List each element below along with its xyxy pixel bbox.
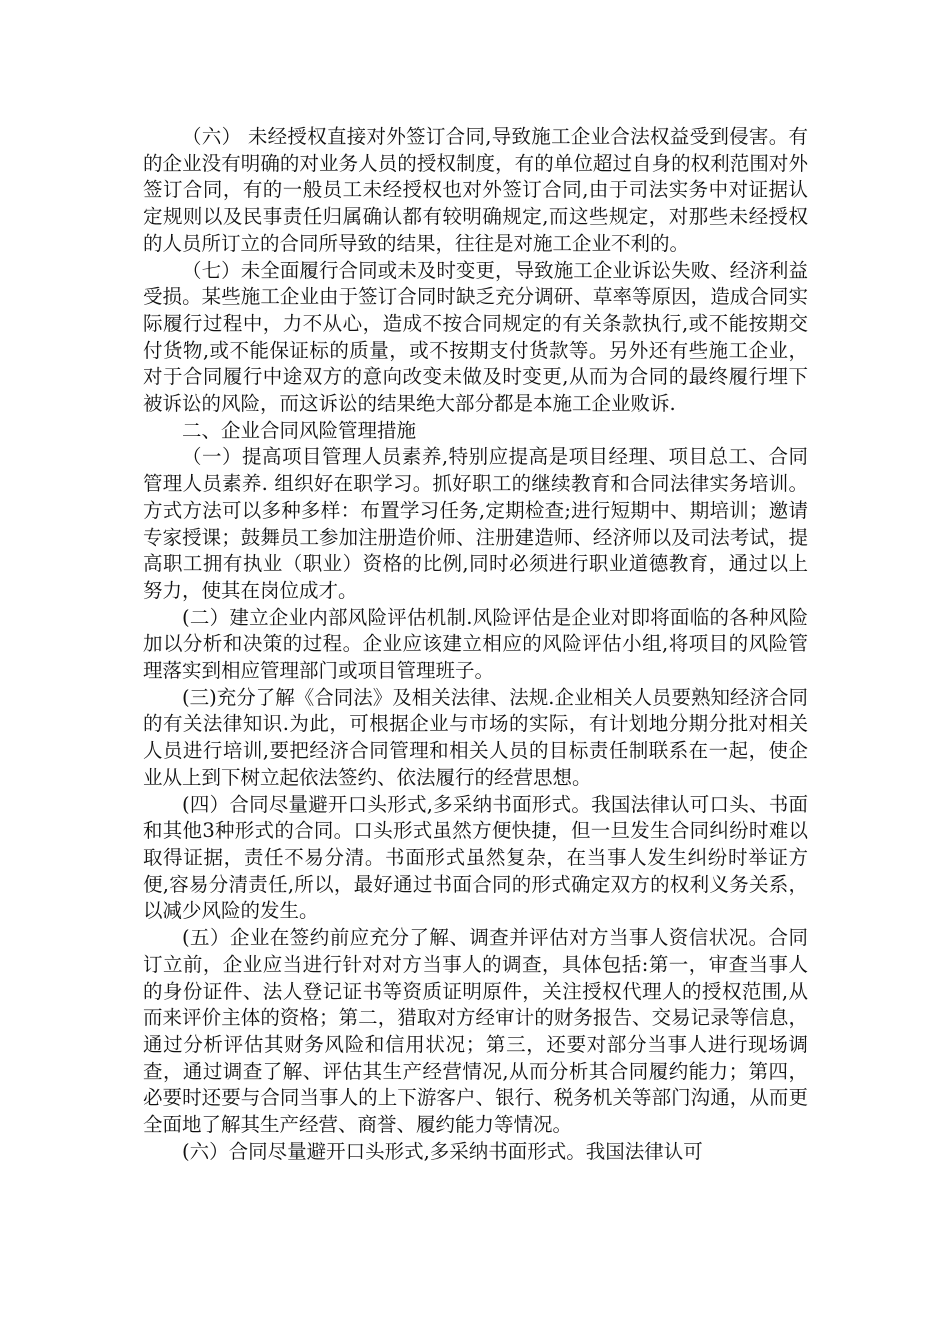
section-heading-risk-measures: 二、企业合同风险管理措施 bbox=[182, 418, 417, 442]
paragraph-contract-law: (三)充分了解《合同法》及相关法律、法规.企业相关人员要熟知经济合同的有关法律知识.为此，可根据企业与市场的实际，有计划地分期分批对相关人员进行培训,要把经济合同管理和相关人员的目标责任制联系在一起，使企业从上到下树立起依法签约、依法履行的经营思想。 bbox=[143, 685, 808, 789]
paragraph-risk-assessment: (二）建立企业内部风险评估机制.风险评估是企业对即将面临的各种风险加以分析和决策的过程。企业应该建立相应的风险评估小组,将项目的风险管理落实到相应管理部门或项目管理班子。 bbox=[143, 605, 808, 683]
paragraph-unauthorized-signing: （六） 未经授权直接对外签订合同,导致施工企业合法权益受到侵害。有的企业没有明确的对业务人员的授权制度，有的单位超过自身的权利范围对外签订合同，有的一般员工未经授权也对外签订合同,由于司法实务中对证据认定规则以及民事责任归属确认都有较明确规定,而这些规定，对那些未经授权的人员所订立的合同所导致的结果，往往是对施工企业不利的。 bbox=[143, 125, 808, 255]
document-body bbox=[143, 124, 808, 1165]
paragraph-improve-staff-quality: （一）提高项目管理人员素养,特别应提高是项目经理、项目总工、合同管理人员素养. 组织好在职学习。抓好职工的继续教育和合同法律实务培训。方式方法可以多种多样：布置学习任务,定期检查;进行短期中、期培训；邀请专家授课；鼓舞员工参加注册造价师、注册建造师、经济师以及司法考试，提高职工拥有执业（职业）资格的比例,同时必须进行职业道德教育，通过以上努力，使其在岗位成才。 bbox=[143, 445, 808, 602]
paragraph-written-form: (四）合同尽量避开口头形式,多采纳书面形式。我国法律认可口头、书面和其他3种形式的合同。口头形式虽然方便快捷，但一旦发生合同纠纷时难以取得证据，责任不易分清。书面形式虽然复杂，在当事人发生纠纷时举证方便,容易分清责任,所以，最好通过书面合同的形式确定双方的权利义务关系，以减少风险的发生。 bbox=[143, 792, 808, 923]
paragraph-credit-investigation: (五）企业在签约前应充分了解、调查并评估对方当事人资信状况。合同订立前，企业应当进行针对对方当事人的调查，具体包括:第一，审查当事人的身份证件、法人登记证书等资质证明原件，关注授权代理人的授权范围,从而来评价主体的资格；第二，猎取对方经审计的财务报告、交易记录等信息，通过分析评估其财务风险和信用状况；第三，还要对部分当事人进行现场调查，通过调查了解、评估其生产经营情况,从而分析其合同履约能力；第四，必要时还要与合同当事人的上下游客户、银行、税务机关等部门沟通，从而更全面地了解其生产经营、商誉、履约能力等情况。 bbox=[143, 926, 808, 1137]
paragraph-incomplete-performance: （七）未全面履行合同或未及时变更，导致施工企业诉讼失败、经济利益受损。某些施工企业由于签订合同时缺乏充分调研、草率等原因，造成合同实际履行过程中，力不从心，造成不按合同规定的有关条款执行,或不能按期交付货物,或不能保证标的质量，或不按期支付货款等。另外还有些施工企业，对于合同履行中途双方的意向改变未做及时变更,从而为合同的最终履行埋下被诉讼的风险，而这诉讼的结果绝大部分都是本施工企业败诉. bbox=[143, 258, 808, 416]
paragraph-written-form-repeat: (六）合同尽量避开口头形式,多采纳书面形式。我国法律认可 bbox=[182, 1139, 703, 1163]
